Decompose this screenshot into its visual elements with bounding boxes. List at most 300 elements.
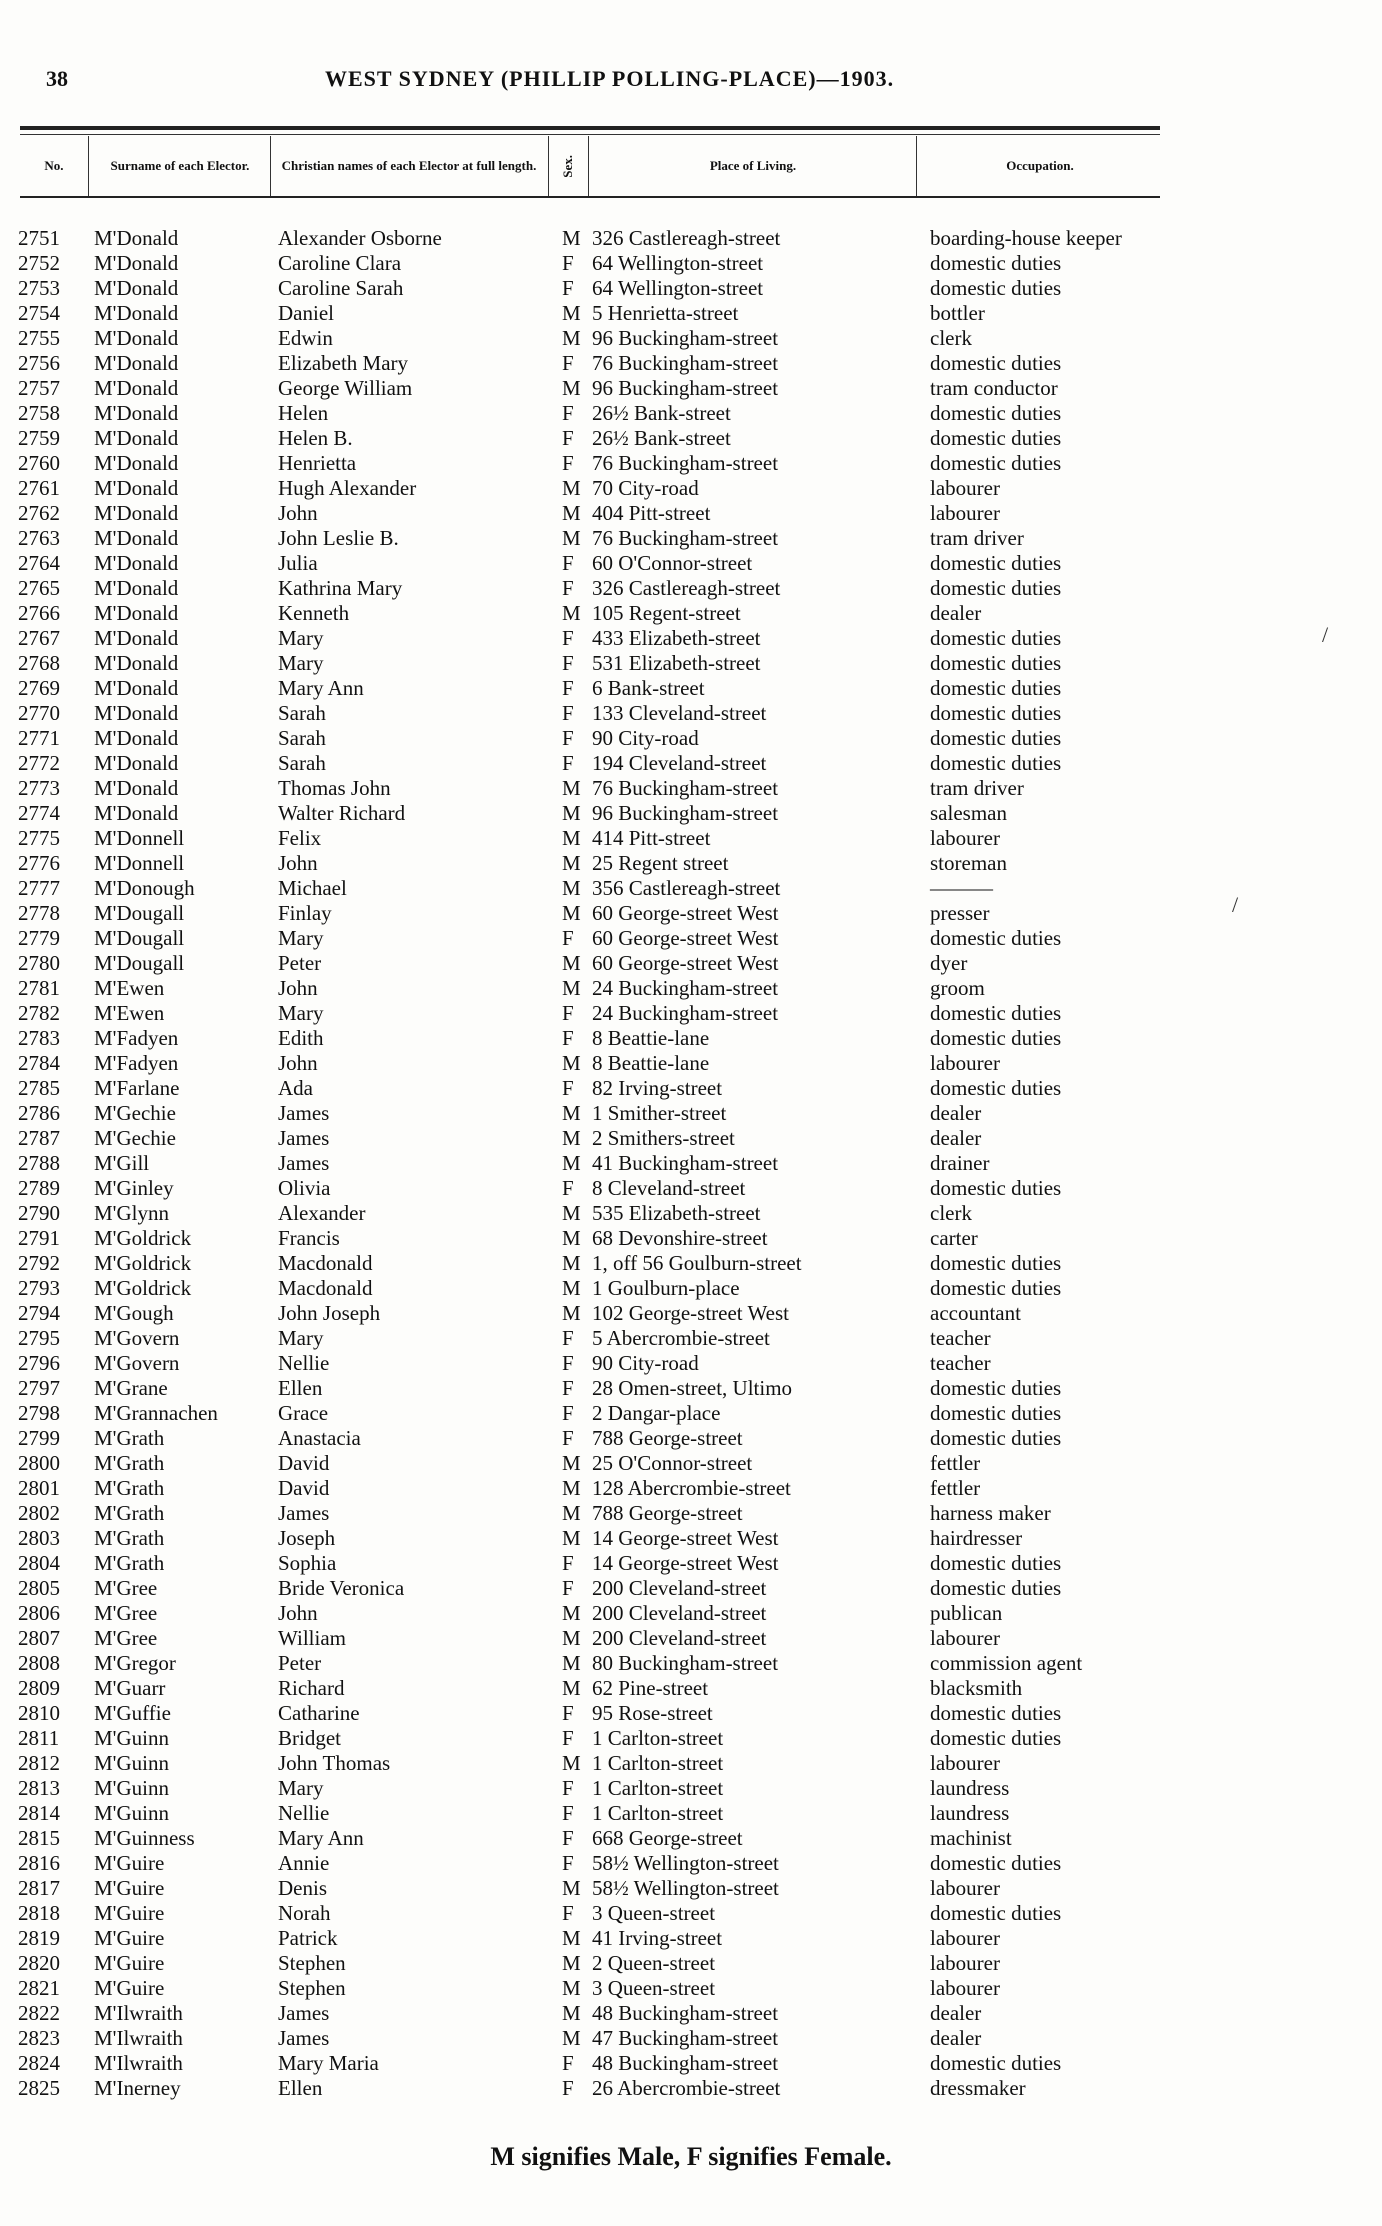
elector-surname: M'Ilwraith <box>94 2026 183 2050</box>
elector-surname: M'Guire <box>94 1851 165 1875</box>
elector-place-of-living: 28 Omen-street, Ultimo <box>592 1376 793 1400</box>
elector-occupation: drainer <box>930 1151 990 1175</box>
elector-occupation: labourer <box>930 501 1000 525</box>
elector-occupation: publican <box>930 1601 1003 1625</box>
elector-occupation: blacksmith <box>930 1676 1023 1700</box>
elector-surname: M'Donald <box>94 651 179 675</box>
table-row <box>0 701 1382 726</box>
elector-surname: M'Donald <box>94 376 179 400</box>
elector-sex: F <box>562 1351 574 1375</box>
table-row <box>0 801 1382 826</box>
table-row <box>0 851 1382 876</box>
elector-sex: F <box>562 576 574 600</box>
elector-place-of-living: 90 City-road <box>592 1351 699 1375</box>
elector-number: 2752 <box>18 251 60 275</box>
elector-christian-names: Julia <box>278 551 318 575</box>
column-divider <box>270 136 271 196</box>
elector-occupation: labourer <box>930 1876 1000 1900</box>
elector-place-of-living: 194 Cleveland-street <box>592 751 767 775</box>
elector-number: 2813 <box>18 1776 60 1800</box>
elector-christian-names: Patrick <box>278 1926 338 1950</box>
elector-place-of-living: 2 Queen-street <box>592 1951 716 1975</box>
elector-occupation: dealer <box>930 1101 982 1125</box>
table-row <box>0 301 1382 326</box>
elector-place-of-living: 41 Irving-street <box>592 1926 723 1950</box>
elector-sex: M <box>562 301 581 325</box>
elector-occupation: labourer <box>930 1976 1000 2000</box>
elector-occupation: domestic duties <box>930 401 1062 425</box>
elector-christian-names: Henrietta <box>278 451 357 475</box>
elector-sex: F <box>562 751 574 775</box>
table-row <box>0 1226 1382 1251</box>
elector-surname: M'Donald <box>94 526 179 550</box>
table-row <box>0 1651 1382 1676</box>
elector-place-of-living: 326 Castlereagh-street <box>592 576 781 600</box>
elector-place-of-living: 326 Castlereagh-street <box>592 226 781 250</box>
elector-sex: M <box>562 1051 581 1075</box>
elector-christian-names: Norah <box>278 1901 331 1925</box>
elector-surname: M'Donald <box>94 476 179 500</box>
elector-occupation: dealer <box>930 1126 982 1150</box>
elector-sex: M <box>562 1951 581 1975</box>
elector-surname: M'Gough <box>94 1301 174 1325</box>
table-row <box>0 276 1382 301</box>
elector-place-of-living: 76 Buckingham-street <box>592 776 779 800</box>
elector-christian-names: Sophia <box>278 1551 337 1575</box>
elector-christian-names: James <box>278 1101 330 1125</box>
elector-occupation: dressmaker <box>930 2076 1026 2100</box>
elector-surname: M'Guire <box>94 1876 165 1900</box>
elector-occupation: domestic duties <box>930 1401 1062 1425</box>
elector-sex: F <box>562 1076 574 1100</box>
elector-sex: M <box>562 1476 581 1500</box>
elector-number: 2819 <box>18 1926 60 1950</box>
elector-occupation: dealer <box>930 601 982 625</box>
elector-surname: M'Donald <box>94 251 179 275</box>
elector-sex: M <box>562 2026 581 2050</box>
elector-surname: M'Inerney <box>94 2076 181 2100</box>
elector-number: 2770 <box>18 701 60 725</box>
table-row <box>0 1001 1382 1026</box>
elector-occupation: domestic duties <box>930 1701 1062 1725</box>
elector-occupation: labourer <box>930 1951 1000 1975</box>
elector-number: 2810 <box>18 1701 60 1725</box>
elector-surname: M'Donald <box>94 776 179 800</box>
elector-surname: M'Fadyen <box>94 1026 179 1050</box>
elector-surname: M'Guinn <box>94 1726 169 1750</box>
elector-surname: M'Guinn <box>94 1776 169 1800</box>
elector-surname: M'Dougall <box>94 926 185 950</box>
elector-occupation: domestic duties <box>930 926 1062 950</box>
table-row <box>0 951 1382 976</box>
elector-occupation: domestic duties <box>930 551 1062 575</box>
elector-occupation: domestic duties <box>930 701 1062 725</box>
elector-christian-names: Thomas John <box>278 776 391 800</box>
elector-place-of-living: 356 Castlereagh-street <box>592 876 781 900</box>
column-header-christian-label: Christian names of each Elector at full length. <box>281 158 537 173</box>
elector-number: 2799 <box>18 1426 60 1450</box>
elector-sex: M <box>562 1976 581 2000</box>
elector-number: 2814 <box>18 1801 60 1825</box>
elector-sex: F <box>562 426 574 450</box>
elector-surname: M'Donnell <box>94 851 185 875</box>
table-row <box>0 1776 1382 1801</box>
elector-christian-names: John <box>278 976 318 1000</box>
table-row <box>0 601 1382 626</box>
elector-sex: F <box>562 651 574 675</box>
elector-sex: M <box>562 501 581 525</box>
elector-place-of-living: 788 George-street <box>592 1426 743 1450</box>
elector-occupation: domestic duties <box>930 1551 1062 1575</box>
elector-number: 2817 <box>18 1876 60 1900</box>
elector-place-of-living: 76 Buckingham-street <box>592 526 779 550</box>
table-row <box>0 1501 1382 1526</box>
elector-occupation: salesman <box>930 801 1007 825</box>
elector-place-of-living: 26 Abercrombie-street <box>592 2076 781 2100</box>
elector-place-of-living: 64 Wellington-street <box>592 276 764 300</box>
elector-surname: M'Donald <box>94 226 179 250</box>
elector-occupation: laundress <box>930 1776 1010 1800</box>
elector-surname: M'Dougall <box>94 951 185 975</box>
elector-occupation: tram driver <box>930 526 1024 550</box>
elector-christian-names: Elizabeth Mary <box>278 351 409 375</box>
table-row <box>0 1676 1382 1701</box>
elector-christian-names: Mary <box>278 926 324 950</box>
column-divider <box>588 136 589 196</box>
elector-occupation: dyer <box>930 951 968 975</box>
elector-surname: M'Ginley <box>94 1176 174 1200</box>
elector-surname: M'Gree <box>94 1626 158 1650</box>
elector-sex: M <box>562 1276 581 1300</box>
elector-place-of-living: 60 George-street West <box>592 926 779 950</box>
elector-number: 2789 <box>18 1176 60 1200</box>
elector-surname: M'Gree <box>94 1601 158 1625</box>
elector-number: 2800 <box>18 1451 60 1475</box>
elector-place-of-living: 668 George-street <box>592 1826 743 1850</box>
elector-surname: M'Glynn <box>94 1201 169 1225</box>
elector-surname: M'Guinn <box>94 1801 169 1825</box>
table-row <box>0 1376 1382 1401</box>
elector-occupation: labourer <box>930 1926 1000 1950</box>
elector-christian-names: Richard <box>278 1676 345 1700</box>
elector-place-of-living: 2 Dangar-place <box>592 1401 721 1425</box>
elector-sex: M <box>562 601 581 625</box>
elector-christian-names: Catharine <box>278 1701 360 1725</box>
elector-place-of-living: 2 Smithers-street <box>592 1126 735 1150</box>
table-row <box>0 526 1382 551</box>
elector-occupation: domestic duties <box>930 1001 1062 1025</box>
elector-sex: M <box>562 1676 581 1700</box>
column-header-sex <box>550 142 586 190</box>
elector-surname: M'Grath <box>94 1551 165 1575</box>
elector-place-of-living: 26½ Bank-street <box>592 426 731 450</box>
elector-surname: M'Donald <box>94 451 179 475</box>
sex-key-note: M signifies Male, F signifies Female. <box>490 2142 892 2171</box>
elector-number: 2801 <box>18 1476 60 1500</box>
elector-place-of-living: 788 George-street <box>592 1501 743 1525</box>
elector-place-of-living: 26½ Bank-street <box>592 401 731 425</box>
elector-occupation: ——— <box>930 876 993 900</box>
elector-place-of-living: 60 O'Connor-street <box>592 551 753 575</box>
column-header-surname-label: Surname of each Elector. <box>110 158 250 173</box>
elector-number: 2777 <box>18 876 60 900</box>
elector-occupation: harness maker <box>930 1501 1051 1525</box>
elector-christian-names: David <box>278 1476 330 1500</box>
elector-christian-names: Francis <box>278 1226 340 1250</box>
elector-number: 2760 <box>18 451 60 475</box>
elector-place-of-living: 48 Buckingham-street <box>592 2001 779 2025</box>
elector-occupation: labourer <box>930 1626 1000 1650</box>
column-header-christian <box>274 142 544 190</box>
elector-number: 2785 <box>18 1076 60 1100</box>
elector-surname: M'Ewen <box>94 1001 165 1025</box>
elector-surname: M'Donald <box>94 576 179 600</box>
elector-place-of-living: 133 Cleveland-street <box>592 701 767 725</box>
elector-surname: M'Grath <box>94 1476 165 1500</box>
elector-occupation: domestic duties <box>930 1251 1062 1275</box>
elector-sex: F <box>562 1901 574 1925</box>
elector-occupation: clerk <box>930 326 972 350</box>
elector-occupation: domestic duties <box>930 1426 1062 1450</box>
elector-sex: M <box>562 1126 581 1150</box>
table-row <box>0 476 1382 501</box>
column-divider <box>916 136 917 196</box>
elector-sex: M <box>562 376 581 400</box>
elector-christian-names: Macdonald <box>278 1251 373 1275</box>
table-row <box>0 901 1382 926</box>
elector-christian-names: James <box>278 2001 330 2025</box>
elector-number: 2755 <box>18 326 60 350</box>
elector-place-of-living: 102 George-street West <box>592 1301 789 1325</box>
elector-surname: M'Grath <box>94 1526 165 1550</box>
elector-christian-names: Denis <box>278 1876 327 1900</box>
elector-sex: F <box>562 351 574 375</box>
elector-place-of-living: 70 City-road <box>592 476 699 500</box>
elector-place-of-living: 14 George-street West <box>592 1526 779 1550</box>
elector-occupation: domestic duties <box>930 626 1062 650</box>
elector-number: 2754 <box>18 301 60 325</box>
elector-occupation: domestic duties <box>930 651 1062 675</box>
elector-number: 2809 <box>18 1676 60 1700</box>
elector-number: 2765 <box>18 576 60 600</box>
elector-occupation: domestic duties <box>930 1851 1062 1875</box>
elector-number: 2786 <box>18 1101 60 1125</box>
elector-occupation: domestic duties <box>930 451 1062 475</box>
elector-number: 2791 <box>18 1226 60 1250</box>
elector-occupation: presser <box>930 901 990 925</box>
header-rule-thick <box>20 126 1160 130</box>
elector-christian-names: John Joseph <box>278 1301 381 1325</box>
elector-surname: M'Donald <box>94 351 179 375</box>
elector-christian-names: Edwin <box>278 326 333 350</box>
elector-christian-names: Kathrina Mary <box>278 576 403 600</box>
elector-occupation: domestic duties <box>930 1026 1062 1050</box>
elector-christian-names: Grace <box>278 1401 329 1425</box>
elector-place-of-living: 62 Pine-street <box>592 1676 709 1700</box>
elector-surname: M'Donald <box>94 801 179 825</box>
elector-sex: F <box>562 1401 574 1425</box>
elector-surname: M'Gree <box>94 1576 158 1600</box>
elector-occupation: domestic duties <box>930 1576 1062 1600</box>
table-row <box>0 651 1382 676</box>
table-row <box>0 1251 1382 1276</box>
elector-occupation: domestic duties <box>930 1176 1062 1200</box>
elector-place-of-living: 96 Buckingham-street <box>592 376 779 400</box>
elector-place-of-living: 1, off 56 Goulburn-street <box>592 1251 802 1275</box>
elector-occupation: tram conductor <box>930 376 1058 400</box>
elector-christian-names: James <box>278 1151 330 1175</box>
elector-number: 2769 <box>18 676 60 700</box>
elector-christian-names: Olivia <box>278 1176 331 1200</box>
elector-number: 2766 <box>18 601 60 625</box>
elector-surname: M'Donald <box>94 501 179 525</box>
table-row <box>0 1901 1382 1926</box>
elector-place-of-living: 1 Carlton-street <box>592 1776 724 1800</box>
elector-number: 2792 <box>18 1251 60 1275</box>
elector-number: 2784 <box>18 1051 60 1075</box>
elector-sex: F <box>562 926 574 950</box>
elector-place-of-living: 41 Buckingham-street <box>592 1151 779 1175</box>
elector-sex: M <box>562 326 581 350</box>
elector-place-of-living: 200 Cleveland-street <box>592 1626 767 1650</box>
elector-christian-names: John Thomas <box>278 1751 391 1775</box>
elector-sex: F <box>562 1426 574 1450</box>
elector-occupation: domestic duties <box>930 1901 1062 1925</box>
table-row <box>0 1301 1382 1326</box>
elector-occupation: domestic duties <box>930 1376 1062 1400</box>
elector-surname: M'Gechie <box>94 1126 176 1150</box>
elector-christian-names: Annie <box>278 1851 330 1875</box>
elector-sex: F <box>562 2076 574 2100</box>
column-divider <box>88 136 89 196</box>
elector-place-of-living: 58½ Wellington-street <box>592 1851 779 1875</box>
elector-christian-names: Anastacia <box>278 1426 361 1450</box>
elector-occupation: clerk <box>930 1201 972 1225</box>
elector-surname: M'Grannachen <box>94 1401 218 1425</box>
elector-surname: M'Donald <box>94 326 179 350</box>
elector-number: 2780 <box>18 951 60 975</box>
elector-number: 2763 <box>18 526 60 550</box>
column-header-occupation-label: Occupation. <box>1006 158 1074 173</box>
column-header-place <box>592 142 914 190</box>
elector-occupation: domestic duties <box>930 1726 1062 1750</box>
table-row <box>0 2026 1382 2051</box>
elector-number: 2821 <box>18 1976 60 2000</box>
table-row <box>0 2076 1382 2101</box>
elector-surname: M'Govern <box>94 1326 180 1350</box>
elector-occupation: domestic duties <box>930 276 1062 300</box>
table-row <box>0 401 1382 426</box>
elector-surname: M'Donald <box>94 751 179 775</box>
column-divider <box>548 136 549 196</box>
elector-sex: M <box>562 1751 581 1775</box>
elector-sex: F <box>562 1826 574 1850</box>
elector-number: 2775 <box>18 826 60 850</box>
elector-number: 2806 <box>18 1601 60 1625</box>
elector-christian-names: Mary Ann <box>278 676 364 700</box>
elector-christian-names: Bride Veronica <box>278 1576 405 1600</box>
elector-sex: M <box>562 976 581 1000</box>
elector-occupation: boarding-house keeper <box>930 226 1122 250</box>
table-row <box>0 351 1382 376</box>
elector-surname: M'Ilwraith <box>94 2001 183 2025</box>
elector-christian-names: John <box>278 1601 318 1625</box>
elector-christian-names: James <box>278 2026 330 2050</box>
table-row <box>0 1051 1382 1076</box>
elector-number: 2823 <box>18 2026 60 2050</box>
elector-surname: M'Grane <box>94 1376 168 1400</box>
elector-surname: M'Guire <box>94 1976 165 2000</box>
table-row <box>0 1451 1382 1476</box>
elector-place-of-living: 64 Wellington-street <box>592 251 764 275</box>
elector-number: 2811 <box>18 1726 60 1750</box>
elector-number: 2788 <box>18 1151 60 1175</box>
elector-place-of-living: 68 Devonshire-street <box>592 1226 768 1250</box>
table-row <box>0 2001 1382 2026</box>
elector-occupation: domestic duties <box>930 676 1062 700</box>
elector-place-of-living: 58½ Wellington-street <box>592 1876 779 1900</box>
elector-place-of-living: 1 Carlton-street <box>592 1751 724 1775</box>
elector-surname: M'Goldrick <box>94 1276 192 1300</box>
elector-sex: F <box>562 1701 574 1725</box>
elector-number: 2790 <box>18 1201 60 1225</box>
elector-surname: M'Donnell <box>94 826 185 850</box>
elector-place-of-living: 96 Buckingham-street <box>592 326 779 350</box>
elector-sex: M <box>562 226 581 250</box>
page-title: WEST SYDNEY (PHILLIP POLLING-PLACE)—1903. <box>325 66 895 91</box>
table-row <box>0 1976 1382 2001</box>
elector-number: 2782 <box>18 1001 60 1025</box>
elector-number: 2759 <box>18 426 60 450</box>
elector-sex: M <box>562 1876 581 1900</box>
elector-surname: M'Dougall <box>94 901 185 925</box>
elector-sex: M <box>562 851 581 875</box>
elector-number: 2820 <box>18 1951 60 1975</box>
elector-christian-names: Mary Maria <box>278 2051 379 2075</box>
table-row <box>0 1076 1382 1101</box>
elector-christian-names: Mary Ann <box>278 1826 364 1850</box>
elector-surname: M'Guinness <box>94 1826 195 1850</box>
elector-number: 2774 <box>18 801 60 825</box>
elector-christian-names: Sarah <box>278 726 326 750</box>
elector-sex: F <box>562 1026 574 1050</box>
elector-sex: M <box>562 1251 581 1275</box>
elector-surname: M'Donald <box>94 426 179 450</box>
elector-sex: F <box>562 2051 574 2075</box>
elector-christian-names: Edith <box>278 1026 324 1050</box>
elector-surname: M'Farlane <box>94 1076 180 1100</box>
elector-number: 2818 <box>18 1901 60 1925</box>
elector-sex: M <box>562 801 581 825</box>
elector-sex: F <box>562 276 574 300</box>
elector-sex: M <box>562 1451 581 1475</box>
elector-christian-names: James <box>278 1501 330 1525</box>
elector-number: 2753 <box>18 276 60 300</box>
elector-number: 2751 <box>18 226 60 250</box>
elector-number: 2815 <box>18 1826 60 1850</box>
elector-place-of-living: 8 Beattie-lane <box>592 1026 710 1050</box>
table-row <box>0 1701 1382 1726</box>
elector-number: 2824 <box>18 2051 60 2075</box>
elector-christian-names: Finlay <box>278 901 332 925</box>
elector-occupation: domestic duties <box>930 1276 1062 1300</box>
elector-number: 2776 <box>18 851 60 875</box>
elector-christian-names: William <box>278 1626 346 1650</box>
elector-occupation: domestic duties <box>930 426 1062 450</box>
elector-sex: F <box>562 1326 574 1350</box>
table-row <box>0 976 1382 1001</box>
elector-number: 2803 <box>18 1526 60 1550</box>
